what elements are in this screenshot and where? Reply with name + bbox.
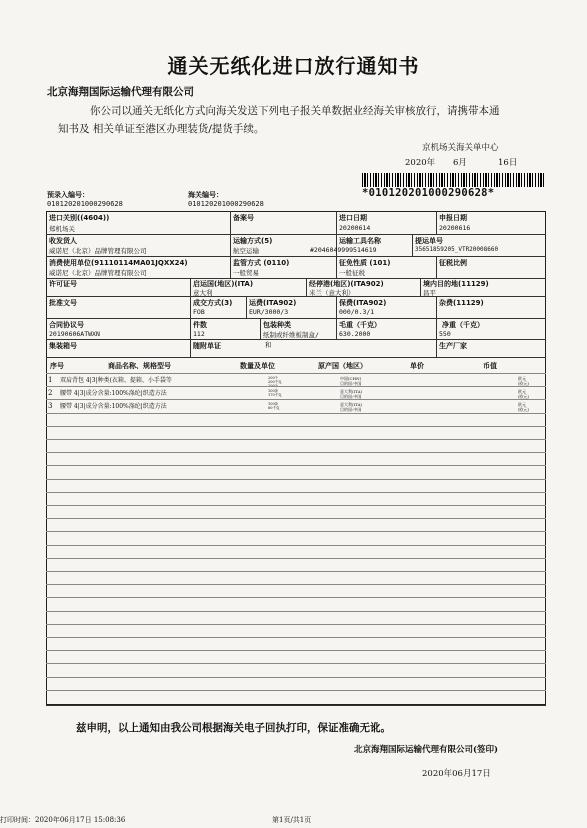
footer-divider [46, 705, 546, 706]
col-qty: 数量及单位 [240, 362, 275, 370]
stop-port-value: 米兰（意大利） [309, 289, 355, 297]
ruled-line [46, 399, 546, 400]
freight-value: EUR/3000/3 [249, 308, 289, 316]
transport-mode-value: 航空运输 [233, 247, 259, 255]
ruled-line [46, 373, 546, 374]
ruled-line [46, 597, 546, 598]
sign-date: 2020年06月17日 [422, 769, 491, 779]
entry-port-label: 进口关别((4604)) [49, 214, 110, 222]
ruled-line [46, 663, 546, 664]
net-weight-label: 净重（千克） [442, 321, 484, 329]
ruled-line [46, 571, 546, 572]
ruled-line [46, 439, 546, 440]
freight-label: 运费(ITA902) [249, 299, 297, 307]
gross-weight-value: 630.2000 [339, 330, 371, 338]
barcode-image [362, 173, 544, 187]
item-origin: 中国(CHN) 目的国:中国 [340, 376, 362, 386]
container-label: 集装箱号 [49, 342, 77, 350]
ruled-line [46, 611, 546, 612]
import-date-label: 进口日期 [339, 214, 367, 222]
agent-company: 北京海翔国际运输代理有限公司 [47, 86, 194, 98]
transport-tool-label: 运输工具名称 [339, 237, 381, 245]
license-label: 许可证号 [49, 280, 77, 288]
tax-nature-label: 征免性质 (101) [339, 259, 391, 267]
date-year: 2020年 [405, 158, 436, 168]
contract-label: 合同协议号 [49, 321, 84, 329]
deal-mode-label: 成交方式(3) [193, 299, 233, 307]
ruled-line [46, 413, 546, 414]
customs-no: 010120201000290628 [188, 200, 264, 208]
item-name: 双肩背包 4|3|种类(衣箱、提箱、小手袋等 [60, 377, 172, 384]
declare-date-label: 申报日期 [439, 214, 467, 222]
footer-statement: 兹申明，以上通知由我公司根据海关电子回执打印，保证准确无讹。 [76, 722, 391, 734]
ruled-line [46, 505, 546, 506]
notice-line-2: 知书及 相关单证至港区办理装货/提货手续。 [58, 123, 265, 135]
item-currency: 欧元 (欧元) [518, 389, 530, 399]
col-no: 序号 [50, 362, 64, 370]
insurance-label: 保费(ITA902) [339, 299, 387, 307]
customs-center: 京机场关海关单中心 [422, 143, 499, 153]
item-no: 3 [48, 402, 53, 410]
supervision-label: 监管方式 (0110) [233, 259, 290, 267]
col-name: 商品名称、规格型号 [108, 362, 171, 370]
item-name: 腰带 4|3|成分含量:100%涤纶|织造方法 [60, 390, 167, 397]
package-value: 纸制或纤维板制盒/ [263, 331, 319, 339]
entry-port-value: 郑机场关 [49, 225, 75, 233]
item-qty: 100条 170千克 [268, 389, 282, 397]
bill-no-label: 提运单号 [415, 237, 443, 245]
col-origin: 原产国（地区） [318, 362, 367, 370]
customs-no-label: 海关编号： [188, 190, 223, 199]
ruled-line [46, 624, 546, 625]
item-no: 1 [48, 376, 53, 384]
consignee-value: 威诺尼（北京）品牌管理有限公司 [49, 247, 147, 255]
ruled-line [46, 492, 546, 493]
notice-line-1: 你公司以通关无纸化方式向海关发送下列电子报关单数据业经海关审核放行，请携带本通 [90, 105, 500, 117]
contract-value: 20190606ATWXN [49, 330, 100, 338]
item-origin: 意大利(ITA) 目的国:中国 [340, 389, 363, 399]
pieces-label: 件数 [193, 321, 207, 329]
stop-port-label: 经停港(地区)(ITA902) [309, 280, 384, 288]
consumer-label: 消费使用单位(91110114MA01JQXX24) [49, 259, 188, 267]
prereg-label: 预录入编号： [47, 190, 89, 199]
date-day: 16日 [498, 158, 518, 168]
barcode-text: *010120201000290628* [362, 187, 495, 199]
maker-label: 生产厂家 [439, 342, 467, 350]
item-name: 腰带 4|3|成分含量:100%涤纶|织造方法 [60, 403, 167, 410]
declare-date-value: 20200616 [439, 224, 471, 232]
ruled-line [46, 465, 546, 466]
tax-nature-value: 一般征税 [339, 269, 365, 277]
transport-tool-value: #2046049999514619 [310, 246, 377, 254]
pieces-value: 112 [193, 330, 205, 338]
origin-country-value: 意大利 [193, 289, 213, 297]
origin-country-label: 启运国(地区)(ITA) [193, 280, 254, 288]
print-time: 打印时间：2020年06月17日 15:08:36 [0, 816, 126, 824]
ruled-line [46, 584, 546, 585]
item-currency: 欧元 (欧元) [518, 402, 530, 412]
date-month: 6月 [453, 158, 467, 168]
col-currency: 币值 [483, 362, 497, 370]
item-qty: 100条 60千克 [268, 402, 280, 410]
sign-company: 北京海翔国际运输代理有限公司(签印) [354, 745, 499, 755]
prereg-no: 010120201000290628 [47, 200, 123, 208]
consumer-value: 威诺尼（北京）品牌管理有限公司 [49, 269, 147, 277]
transport-mode-label: 运输方式(5) [233, 237, 273, 245]
ruled-line [46, 545, 546, 546]
docs-value: 和 [265, 341, 272, 349]
gross-weight-label: 毛重（千克） [339, 321, 381, 329]
tax-ratio-label: 征税比例 [439, 259, 467, 267]
misc-fee-label: 杂费(11129) [439, 299, 484, 307]
insurance-value: 000/0.3/1 [339, 308, 375, 316]
consignee-label: 收发货人 [49, 237, 77, 245]
ruled-line [46, 426, 546, 427]
item-currency: 欧元 (欧元) [518, 376, 530, 386]
page-info: 第1页/共1页 [272, 816, 312, 824]
item-qty: 200个 200千克 200个 [268, 376, 282, 388]
ruled-line [46, 386, 546, 387]
docs-label: 随附单证 [193, 342, 221, 350]
approval-label: 批准文号 [49, 299, 77, 307]
dest-label: 境内目的地(11129) [423, 280, 489, 288]
dest-value: 昌平 [423, 289, 436, 297]
ruled-line [46, 452, 546, 453]
ruled-line [46, 518, 546, 519]
ruled-line [46, 690, 546, 691]
col-price: 单价 [410, 362, 424, 370]
package-label: 包装种类 [263, 321, 291, 329]
item-no: 2 [48, 389, 53, 397]
ruled-line [46, 637, 546, 638]
ruled-line [46, 650, 546, 651]
deal-mode-value: FOB [193, 308, 205, 316]
net-weight-value: 550 [439, 330, 451, 338]
item-origin: 意大利(ITA) 目的国:中国 [340, 402, 363, 412]
record-no-label: 备案号 [233, 214, 254, 222]
ruled-line [46, 677, 546, 678]
import-date-value: 20200614 [339, 224, 371, 232]
ruled-line [46, 531, 546, 532]
ruled-line [46, 558, 546, 559]
supervision-value: 一般贸易 [233, 269, 259, 277]
document-title: 通关无纸化进口放行通知书 [167, 54, 420, 78]
ruled-line [46, 479, 546, 480]
bill-no-value: 35651859205_VTR20008660 [415, 246, 499, 253]
